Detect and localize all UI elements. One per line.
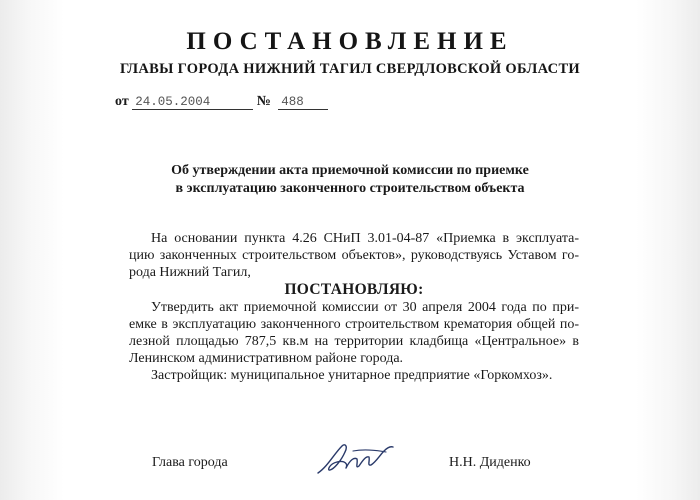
handwritten-signature [312,440,402,478]
heading-line: в эксплуатацию законченного строительством объекта [175,181,525,196]
decree-line: Ленинском административном районе города. [129,351,404,366]
document-body [129,230,579,384]
decree-line: Утвердить акт приемочной комиссии от 30 апреля 2004 года по при- [151,300,579,315]
signatory-name: Н.Н. Диденко [449,455,531,470]
document-title: ПОСТАНОВЛЕНИЕ [186,28,514,55]
basis-line: На основании пункта 4.26 СНиП 3.01-04-87 «Приемка в эксплуата- [151,231,579,246]
decree-line: лезной площадью 787,5 кв.м на территории кладбища «Центральное» в [129,334,579,349]
date-label: от [115,94,129,109]
decree-word: ПОСТАНОВЛЯЮ: [284,281,424,298]
number-label: № [256,94,271,109]
basis-line: цию законченных строительством объектов», руководствуясь Уставом го- [129,248,579,263]
decree-line: емке в эксплуатацию законченного строительством крематория общей по- [129,317,579,332]
basis-line: рода Нижний Тагил, [129,265,251,280]
document-heading [0,162,700,198]
number-field: 488 [278,95,328,110]
heading-line: Об утверждении акта приемочной комиссии по приемке [171,163,529,178]
document-subtitle: ГЛАВЫ ГОРОДА НИЖНИЙ ТАГИЛ СВЕРДЛОВСКОЙ ОБЛАСТИ [119,61,581,77]
date-number-line [115,94,328,110]
developer-line: Застройщик: муниципальное унитарное предприятие «Горкомхоз». [151,368,553,383]
signatory-title: Глава города [152,455,228,470]
date-field: 24.05.2004 [132,95,253,110]
